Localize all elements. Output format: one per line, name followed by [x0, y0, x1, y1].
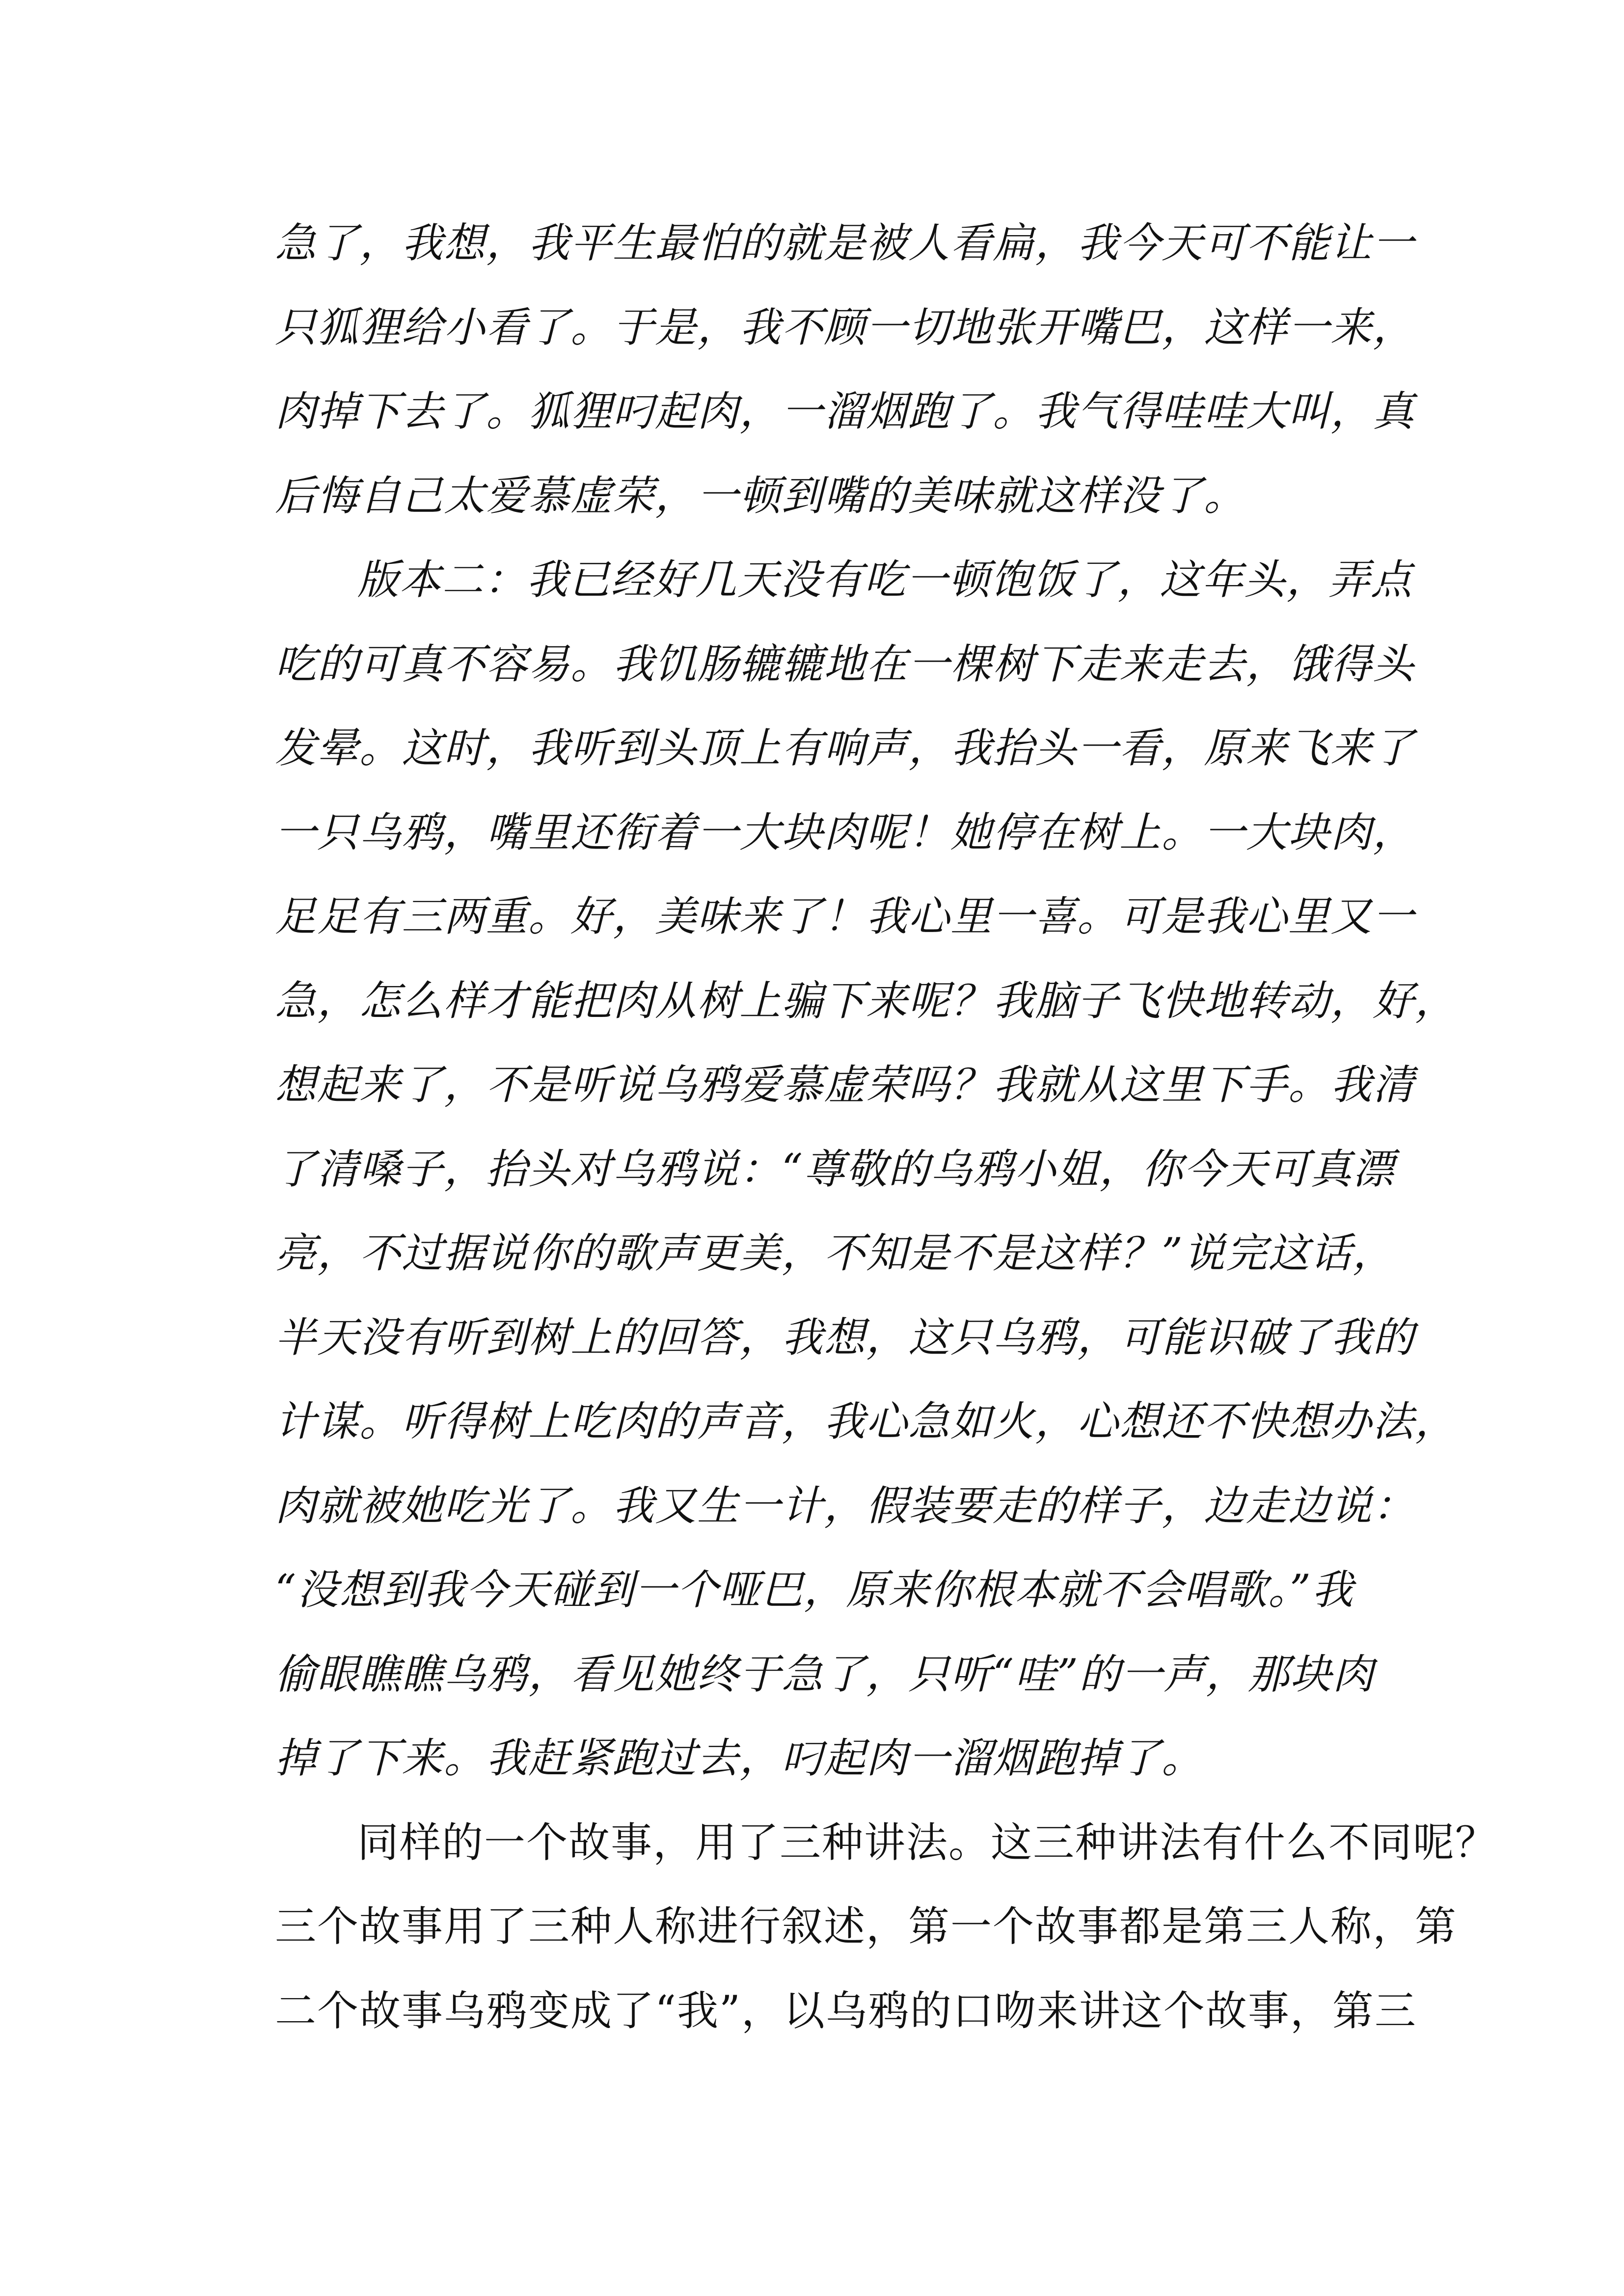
text-line: 肉掉下去了。狐狸叼起肉，一溜烟跑了。我气得哇哇大叫，真 — [275, 387, 1415, 435]
text-line: 肉就被她吃光了。我又生一计，假装要走的样子，边走边说： — [275, 1481, 1415, 1530]
paragraph-version-two — [275, 538, 1458, 1801]
text-line: 想起来了，不是听说乌鸦爱慕虚荣吗？我就从这里下手。我清 — [275, 1061, 1415, 1109]
text-line: 亮，不过据说你的歌声更美，不知是不是这样？”说完这话， — [275, 1229, 1395, 1277]
text-line: 掉了下来。我赶紧跑过去，叼起肉一溜烟跑掉了。 — [275, 1734, 1204, 1782]
text-line: 同样的一个故事，用了三种讲法。这三种讲法有什么不同呢？ — [357, 1818, 1498, 1867]
text-line: 急，怎么样才能把肉从树上骗下来呢？我脑子飞快地转动，好， — [275, 976, 1458, 1025]
text-line: 后悔自己太爱慕虚荣，一顿到嘴的美味就这样没了。 — [275, 471, 1246, 520]
text-line: 了清嗓子，抬头对乌鸦说：“尊敬的乌鸦小姐，你今天可真漂 — [275, 1145, 1395, 1193]
text-line: 足足有三两重。好，美味来了！我心里一喜。可是我心里又一 — [275, 892, 1415, 940]
text-line: 急了，我想，我平生最怕的就是被人看扁，我今天可不能让一 — [275, 219, 1415, 267]
paragraph-version-one-ending — [275, 201, 1415, 538]
text-line: 偷眼瞧瞧乌鸦，看见她终于急了，只听“哇”的一声，那块肉 — [275, 1650, 1375, 1698]
paragraph-analysis — [275, 1801, 1498, 2054]
text-line: 吃的可真不容易。我饥肠辘辘地在一棵树下走来走去，饿得头 — [275, 640, 1415, 688]
text-line: 发晕。这时，我听到头顶上有响声，我抬头一看，原来飞来了 — [275, 724, 1415, 772]
text-line: 一只乌鸦，嘴里还衔着一大块肉呢！她停在树上。一大块肉， — [275, 808, 1415, 856]
text-line: 只狐狸给小看了。于是，我不顾一切地张开嘴巴，这样一来， — [275, 303, 1415, 351]
text-line: 半天没有听到树上的回答，我想，这只乌鸦，可能识破了我的 — [275, 1313, 1415, 1362]
document-body — [275, 201, 1498, 2053]
text-line: “没想到我今天碰到一个哑巴，原来你根本就不会唱歌。”我 — [275, 1566, 1354, 1614]
text-line: 三个故事用了三种人称进行叙述，第一个故事都是第三人称，第 — [275, 1902, 1458, 1950]
text-line: 二个故事乌鸦变成了“我”，以乌鸦的口吻来讲这个故事，第三 — [275, 1986, 1417, 2035]
text-line: 计谋。听得树上吃肉的声音，我心急如火，心想还不快想办法， — [275, 1397, 1458, 1445]
text-line: 版本二：我已经好几天没有吃一顿饱饭了，这年头，弄点 — [357, 556, 1413, 604]
